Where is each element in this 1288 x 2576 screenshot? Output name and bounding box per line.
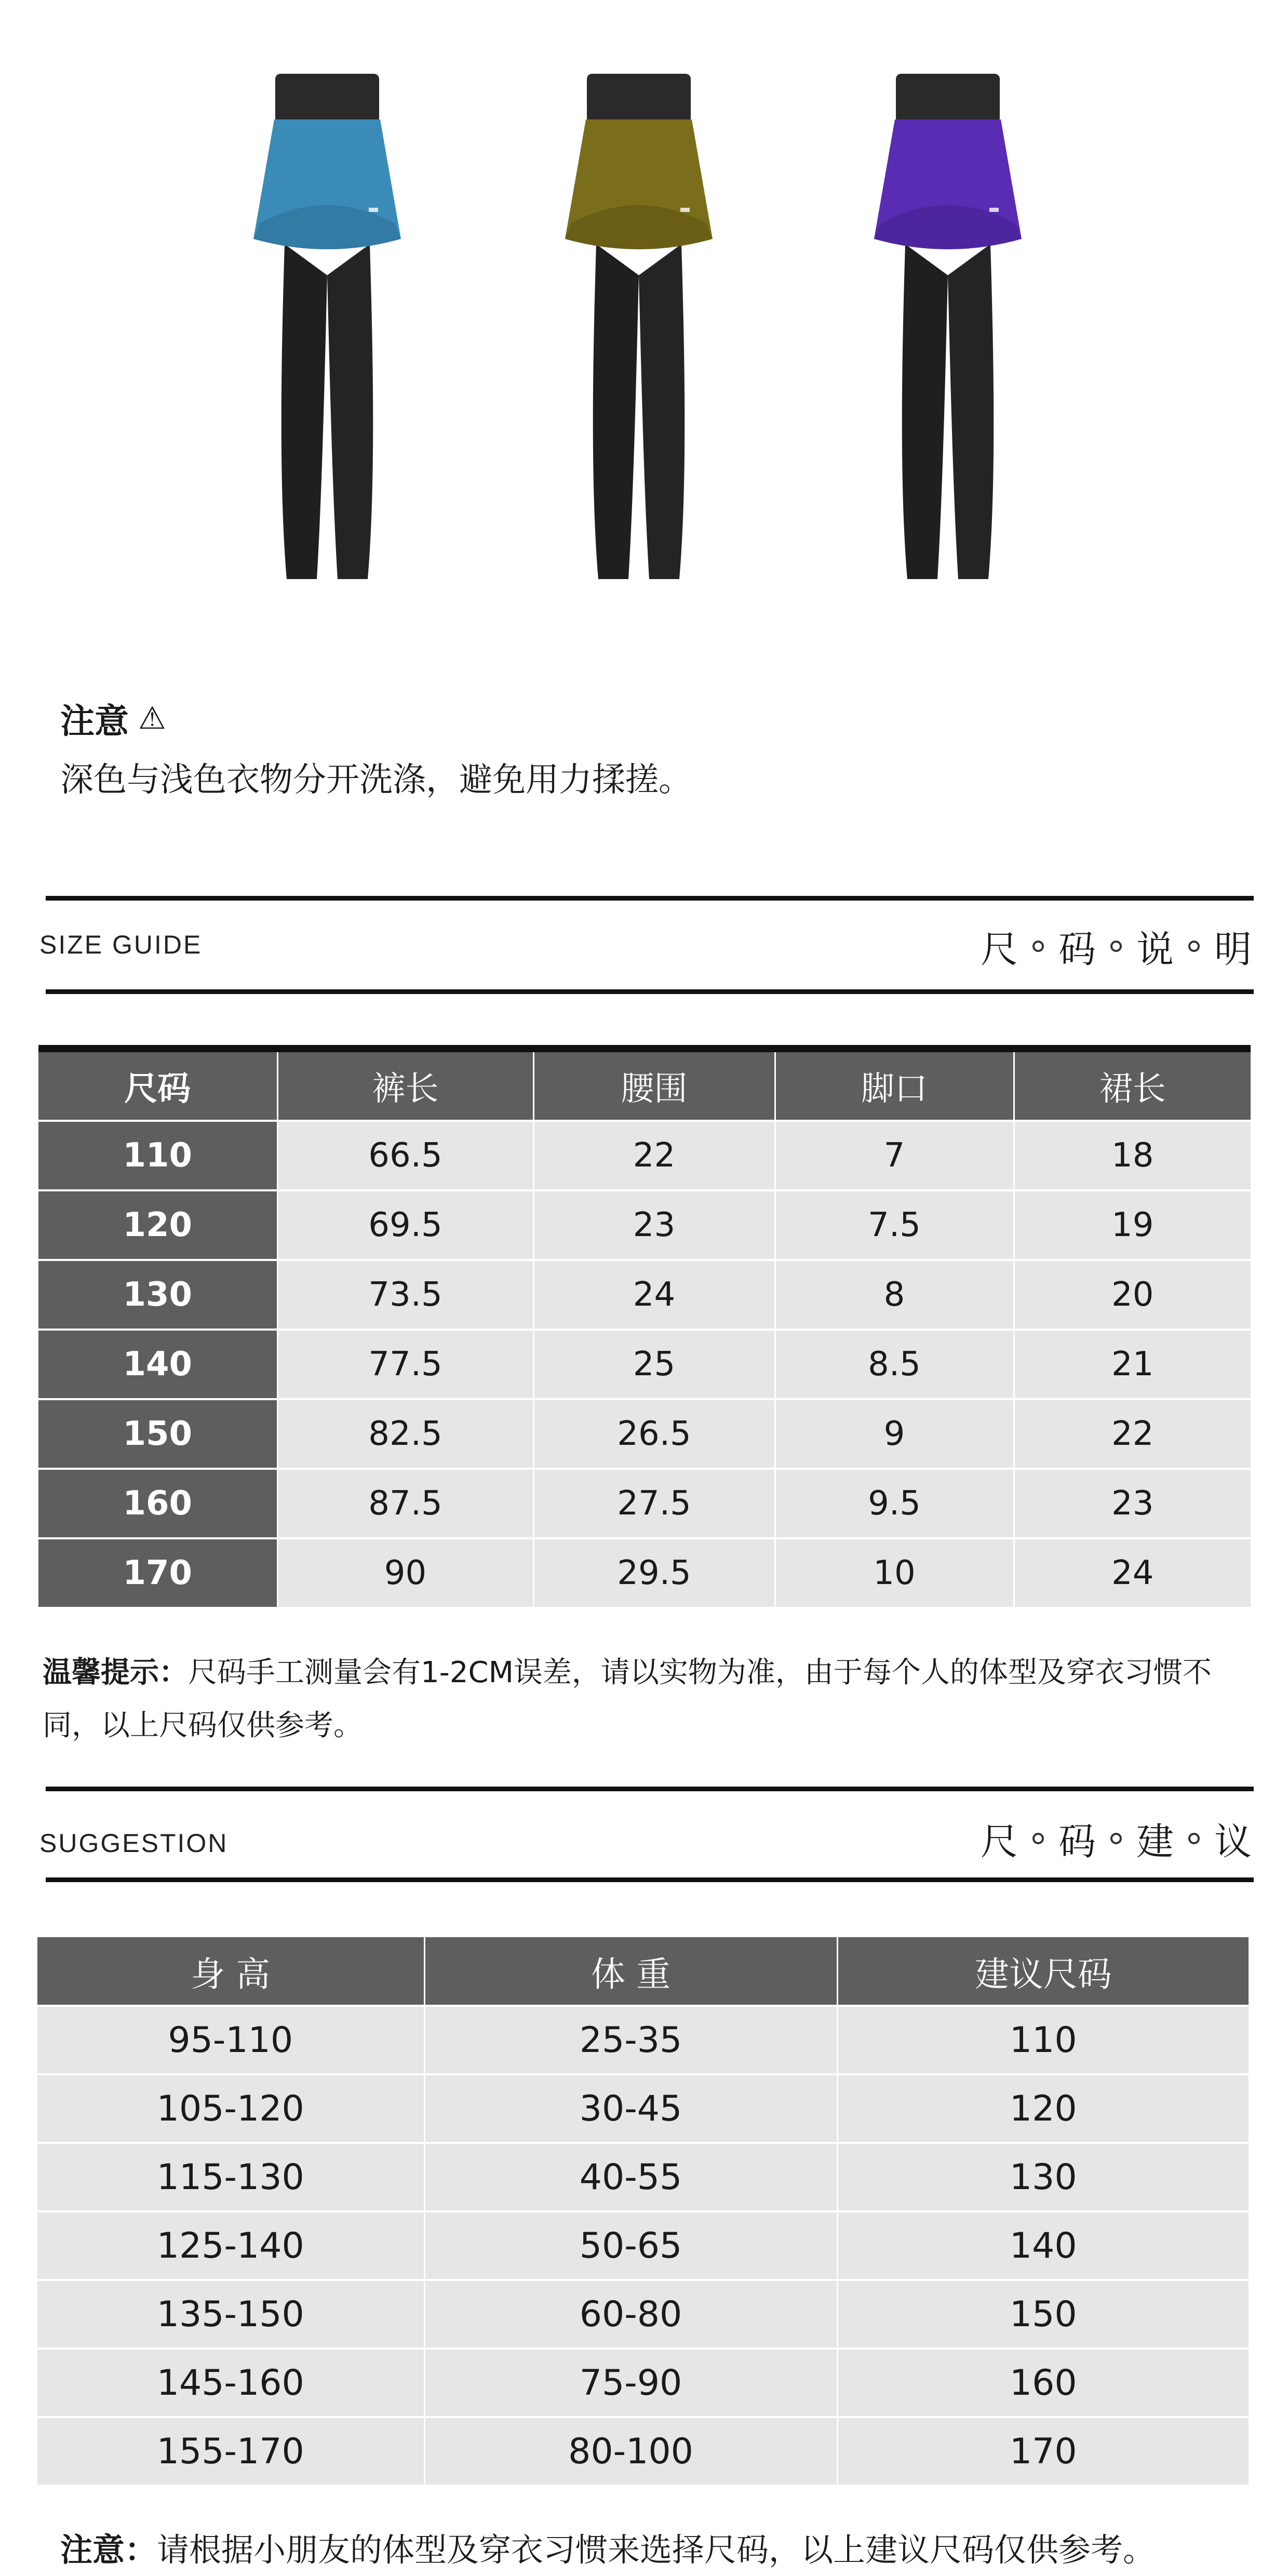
table-cell: 170 [38, 1538, 277, 1607]
title-char: 尺 [980, 928, 1018, 971]
table-cell: 140 [837, 2211, 1249, 2280]
table-row [38, 1260, 1251, 1330]
header-cell: 身 高 [37, 1937, 424, 2006]
table-cell: 170 [837, 2417, 1249, 2485]
dot-separator [1032, 941, 1044, 952]
header-cell: 裤长 [277, 1049, 533, 1121]
title-char: 说 [1136, 928, 1174, 971]
table-cell: 29.5 [533, 1538, 775, 1607]
warm-tip-label: 温馨提示： [43, 1656, 188, 1689]
table-cell: 130 [38, 1260, 277, 1330]
final-note [60, 2524, 1155, 2570]
table-cell: 110 [837, 2006, 1249, 2074]
table-cell: 21 [1014, 1330, 1251, 1399]
table-cell: 24 [1014, 1538, 1251, 1607]
table-cell: 22 [533, 1121, 775, 1190]
table-cell: 40-55 [424, 2143, 837, 2211]
table-cell: 150 [837, 2280, 1249, 2349]
skirt-leggings-illustration [839, 68, 1057, 587]
suggestion-table [37, 1937, 1249, 2485]
table-cell: 19 [1014, 1190, 1251, 1260]
table-cell: 69.5 [277, 1190, 533, 1260]
table-cell: 150 [38, 1399, 277, 1469]
table-cell: 135-150 [37, 2280, 424, 2349]
table-row [38, 1330, 1251, 1399]
dot-separator [1110, 1833, 1122, 1844]
table-row [37, 2074, 1249, 2143]
header-cell: 裙长 [1014, 1049, 1251, 1121]
table-cell: 7 [775, 1121, 1014, 1190]
table-cell: 23 [1014, 1469, 1251, 1538]
table-cell: 155-170 [37, 2417, 424, 2485]
table-cell: 24 [533, 1260, 775, 1330]
table-row [38, 1399, 1251, 1469]
table-cell: 8 [775, 1260, 1014, 1330]
size-table [38, 1045, 1251, 1607]
title-char: 码 [1058, 928, 1096, 971]
product-image-purple [839, 68, 1057, 587]
table-cell: 26.5 [533, 1399, 775, 1469]
table-cell: 77.5 [277, 1330, 533, 1399]
table-cell: 145-160 [37, 2349, 424, 2417]
table-cell: 23 [533, 1190, 775, 1260]
suggestion-title-en: SUGGESTION [39, 1829, 229, 1858]
skirt-leggings-illustration [218, 68, 436, 587]
table-cell: 66.5 [277, 1121, 533, 1190]
table-row [38, 1121, 1251, 1190]
table-cell: 9.5 [775, 1469, 1014, 1538]
table-row [38, 1538, 1251, 1607]
section-divider [46, 1787, 1254, 1791]
dot-separator [1188, 1833, 1200, 1844]
header-cell: 脚口 [775, 1049, 1014, 1121]
table-cell: 160 [38, 1469, 277, 1538]
header-cell: 体 重 [424, 1937, 837, 2006]
table-cell: 125-140 [37, 2211, 424, 2280]
table-row [38, 1190, 1251, 1260]
table-row [37, 2143, 1249, 2211]
suggestion-title-cn [981, 1812, 1252, 1866]
table-cell: 87.5 [277, 1469, 533, 1538]
table-cell: 22 [1014, 1399, 1251, 1469]
notice-text: 深色与浅色衣物分开洗涤，避免用力揉搓。 [60, 761, 692, 799]
product-image-blue [218, 68, 436, 587]
table-cell: 75-90 [424, 2349, 837, 2417]
table-row [37, 2349, 1249, 2417]
dot-separator [1110, 941, 1122, 952]
section-divider [46, 989, 1254, 994]
table-cell: 110 [38, 1121, 277, 1190]
table-cell: 50-65 [424, 2211, 837, 2280]
table-cell: 9 [775, 1399, 1014, 1469]
table-row [37, 2006, 1249, 2074]
size-table-header-row [38, 1049, 1251, 1121]
table-cell: 160 [837, 2349, 1249, 2417]
table-row [37, 2280, 1249, 2349]
table-cell: 10 [775, 1538, 1014, 1607]
table-cell: 20 [1014, 1260, 1251, 1330]
title-char: 明 [1214, 928, 1252, 971]
table-cell: 90 [277, 1538, 533, 1607]
section-divider [46, 1877, 1254, 1882]
table-cell: 120 [38, 1190, 277, 1260]
table-cell: 30-45 [424, 2074, 837, 2143]
header-cell: 尺码 [38, 1049, 277, 1121]
title-char: 议 [1214, 1820, 1252, 1863]
table-cell: 130 [837, 2143, 1249, 2211]
title-char: 码 [1058, 1820, 1096, 1863]
table-cell: 115-130 [37, 2143, 424, 2211]
title-char: 建 [1136, 1820, 1174, 1863]
warning-icon: ⚠ [138, 700, 166, 736]
table-cell: 95-110 [37, 2006, 424, 2074]
table-row [37, 2417, 1249, 2485]
final-note-label: 注意： [60, 2531, 157, 2569]
table-cell: 8.5 [775, 1330, 1014, 1399]
table-cell: 80-100 [424, 2417, 837, 2485]
table-cell: 25-35 [424, 2006, 837, 2074]
table-cell: 140 [38, 1330, 277, 1399]
table-row [37, 2211, 1249, 2280]
header-cell: 腰围 [533, 1049, 775, 1121]
table-cell: 7.5 [775, 1190, 1014, 1260]
final-note-text: 请根据小朋友的体型及穿衣习惯来选择尺码，以上建议尺码仅供参考。 [157, 2531, 1156, 2569]
warm-tip [43, 1646, 1253, 1752]
product-gallery [0, 0, 1288, 623]
dot-separator [1032, 1833, 1044, 1844]
notice-title [60, 693, 166, 743]
table-cell: 120 [837, 2074, 1249, 2143]
section-divider [46, 896, 1254, 901]
header-cell: 建议尺码 [837, 1937, 1249, 2006]
title-char: 尺 [980, 1820, 1018, 1863]
table-cell: 82.5 [277, 1399, 533, 1469]
table-cell: 27.5 [533, 1469, 775, 1538]
table-cell: 60-80 [424, 2280, 837, 2349]
notice-title-text: 注意 [60, 701, 129, 741]
skirt-leggings-illustration [530, 68, 748, 587]
size-guide-title-en: SIZE GUIDE [39, 930, 203, 959]
product-image-olive [530, 68, 748, 587]
table-cell: 18 [1014, 1121, 1251, 1190]
table-cell: 73.5 [277, 1260, 533, 1330]
table-cell: 105-120 [37, 2074, 424, 2143]
table-cell: 25 [533, 1330, 775, 1399]
dot-separator [1188, 941, 1200, 952]
suggestion-table-header-row [37, 1937, 1249, 2006]
size-guide-title-cn [981, 919, 1252, 973]
warm-tip-text: 尺码手工测量会有1-2CM误差，请以实物为准，由于每个人的体型及穿衣习惯不同，以上尺码仅供参考。 [43, 1656, 1212, 1742]
table-row [38, 1469, 1251, 1538]
